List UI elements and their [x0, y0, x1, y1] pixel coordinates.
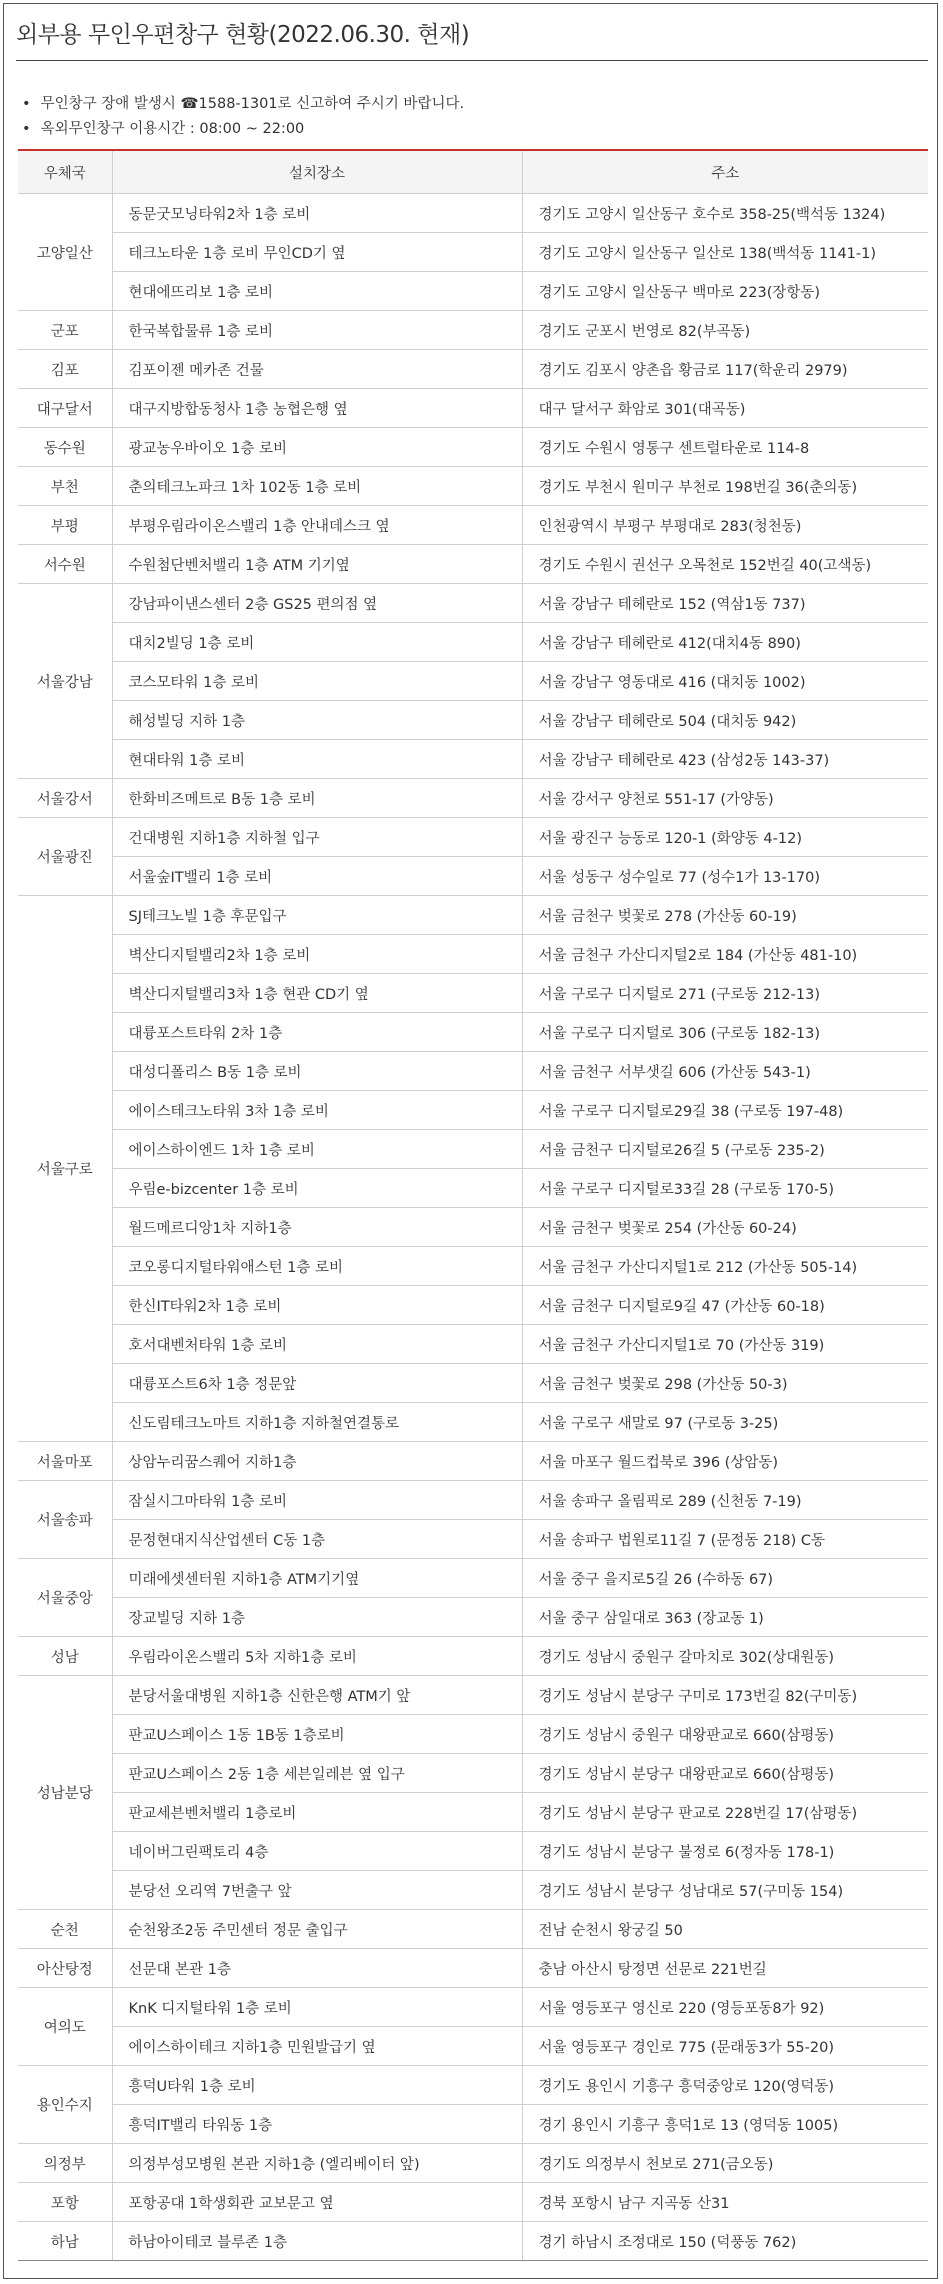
address-cell: 서울 강남구 테헤란로 504 (대치동 942) [522, 701, 928, 740]
table-row [18, 2066, 928, 2105]
location-cell: 김포이젠 메카존 건물 [112, 350, 522, 389]
location-cell: 미래에셋센터원 지하1층 ATM기기옆 [112, 1559, 522, 1598]
location-cell: 한신IT타워2차 1층 로비 [112, 1286, 522, 1325]
table-row [18, 1988, 928, 2027]
office-cell: 서울송파 [18, 1481, 112, 1559]
address-cell: 대구 달서구 화암로 301(대곡동) [522, 389, 928, 428]
address-cell: 서울 구로구 디지털로 306 (구로동 182-13) [522, 1013, 928, 1052]
table-row [18, 1286, 928, 1325]
address-cell: 서울 구로구 디지털로29길 38 (구로동 197-48) [522, 1091, 928, 1130]
location-cell: 하남아이테코 블루존 1층 [112, 2222, 522, 2261]
table-row [18, 194, 928, 233]
location-cell: 네이버그린팩토리 4층 [112, 1832, 522, 1871]
table-row [18, 1871, 928, 1910]
table-row [18, 1793, 928, 1832]
location-cell: 포항공대 1학생회관 교보문고 옆 [112, 2183, 522, 2222]
location-cell: 춘의테크노파크 1차 102동 1층 로비 [112, 467, 522, 506]
table-row [18, 2222, 928, 2261]
location-cell: 의정부성모병원 본관 지하1층 (엘리베이터 앞) [112, 2144, 522, 2183]
address-cell: 서울 마포구 월드컵북로 396 (상암동) [522, 1442, 928, 1481]
location-cell: 판교세븐벤처밸리 1층로비 [112, 1793, 522, 1832]
table-row [18, 1637, 928, 1676]
address-cell: 경기도 의정부시 천보로 271(금오동) [522, 2144, 928, 2183]
location-cell: 대륭포스트타워 2차 1층 [112, 1013, 522, 1052]
office-cell: 서수원 [18, 545, 112, 584]
address-cell: 서울 강서구 양천로 551-17 (가양동) [522, 779, 928, 818]
address-cell: 경기도 성남시 중원구 갈마치로 302(상대원동) [522, 1637, 928, 1676]
location-cell: 수원첨단벤처밸리 1층 ATM 기기옆 [112, 545, 522, 584]
table-row [18, 1676, 928, 1715]
title-divider [16, 60, 928, 61]
location-cell: 판교U스페이스 2동 1층 세븐일레븐 옆 입구 [112, 1754, 522, 1793]
table-row [18, 623, 928, 662]
table-row [18, 779, 928, 818]
address-cell: 경기도 용인시 기흥구 흥덕중앙로 120(영덕동) [522, 2066, 928, 2105]
location-cell: KnK 디지털타워 1층 로비 [112, 1988, 522, 2027]
notice-item: • 무인창구 장애 발생시 ☎1588-1301로 신고하여 주시기 바랍니다. [22, 92, 464, 117]
location-cell: 동문굿모닝타워2차 1층 로비 [112, 194, 522, 233]
address-cell: 경기도 부천시 원미구 부천로 198번길 36(춘의동) [522, 467, 928, 506]
table-row [18, 1481, 928, 1520]
location-cell: 판교U스페이스 1동 1B동 1층로비 [112, 1715, 522, 1754]
address-cell: 서울 강남구 영동대로 416 (대치동 1002) [522, 662, 928, 701]
address-cell: 경기도 고양시 일산동구 호수로 358-25(백석동 1324) [522, 194, 928, 233]
location-cell: 선문대 본관 1층 [112, 1949, 522, 1988]
address-cell: 경기 용인시 기흥구 흥덕1로 13 (영덕동 1005) [522, 2105, 928, 2144]
address-cell: 경기도 성남시 분당구 판교로 228번길 17(삼평동) [522, 1793, 928, 1832]
table-row [18, 974, 928, 1013]
address-cell: 서울 금천구 서부샛길 606 (가산동 543-1) [522, 1052, 928, 1091]
location-cell: 현대에뜨리보 1층 로비 [112, 272, 522, 311]
address-cell: 서울 금천구 가산디지털2로 184 (가산동 481-10) [522, 935, 928, 974]
table-row [18, 935, 928, 974]
table-row [18, 2183, 928, 2222]
location-cell: 한국복합물류 1층 로비 [112, 311, 522, 350]
address-cell: 서울 금천구 가산디지털1로 212 (가산동 505-14) [522, 1247, 928, 1286]
table-row [18, 1949, 928, 1988]
office-cell: 성남 [18, 1637, 112, 1676]
office-cell: 아산탕정 [18, 1949, 112, 1988]
table-row [18, 857, 928, 896]
office-cell: 동수원 [18, 428, 112, 467]
header-address: 주소 [522, 151, 928, 194]
address-cell: 서울 구로구 디지털로 271 (구로동 212-13) [522, 974, 928, 1013]
table-row [18, 1832, 928, 1871]
page-title: 외부용 무인우편창구 현황(2022.06.30. 현재) [16, 22, 470, 48]
office-cell: 여의도 [18, 1988, 112, 2066]
table-row [18, 701, 928, 740]
header-office: 우체국 [18, 151, 112, 194]
office-cell: 서울마포 [18, 1442, 112, 1481]
address-cell: 경북 포항시 남구 지곡동 산31 [522, 2183, 928, 2222]
address-cell: 서울 강남구 테헤란로 423 (삼성2동 143-37) [522, 740, 928, 779]
office-cell: 김포 [18, 350, 112, 389]
table-row [18, 1325, 928, 1364]
address-cell: 경기도 성남시 분당구 성남대로 57(구미동 154) [522, 1871, 928, 1910]
table-row [18, 584, 928, 623]
location-cell: 장교빌딩 지하 1층 [112, 1598, 522, 1637]
office-cell: 부평 [18, 506, 112, 545]
location-cell: 코오롱디지털타워애스턴 1층 로비 [112, 1247, 522, 1286]
table-row [18, 1559, 928, 1598]
table-row [18, 740, 928, 779]
office-cell: 용인수지 [18, 2066, 112, 2144]
location-cell: 상암누리꿈스퀘어 지하1층 [112, 1442, 522, 1481]
location-cell: 분당서울대병원 지하1층 신한은행 ATM기 앞 [112, 1676, 522, 1715]
notice-list [22, 92, 464, 142]
location-cell: 테크노타운 1층 로비 무인CD기 옆 [112, 233, 522, 272]
location-cell: 우림라이온스밸리 5차 지하1층 로비 [112, 1637, 522, 1676]
address-cell: 서울 금천구 벚꽃로 278 (가산동 60-19) [522, 896, 928, 935]
table-row [18, 1247, 928, 1286]
address-cell: 서울 구로구 디지털로33길 28 (구로동 170-5) [522, 1169, 928, 1208]
notice-item: • 옥외무인창구 이용시간 : 08:00 ~ 22:00 [22, 117, 464, 142]
office-cell: 서울구로 [18, 896, 112, 1442]
table-row [18, 1130, 928, 1169]
table-row [18, 233, 928, 272]
table-row [18, 467, 928, 506]
office-cell: 대구달서 [18, 389, 112, 428]
table-row [18, 662, 928, 701]
location-cell: 문정현대지식산업센터 C동 1층 [112, 1520, 522, 1559]
office-cell: 부천 [18, 467, 112, 506]
location-cell: 대구지방합동청사 1층 농협은행 옆 [112, 389, 522, 428]
address-cell: 충남 아산시 탕정면 선문로 221번길 [522, 1949, 928, 1988]
address-cell: 전남 순천시 왕궁길 50 [522, 1910, 928, 1949]
address-cell: 서울 금천구 벚꽃로 254 (가산동 60-24) [522, 1208, 928, 1247]
table-row [18, 1403, 928, 1442]
office-cell: 순천 [18, 1910, 112, 1949]
table-row [18, 311, 928, 350]
location-cell: 건대병원 지하1층 지하철 입구 [112, 818, 522, 857]
location-cell: 벽산디지털밸리2차 1층 로비 [112, 935, 522, 974]
address-cell: 경기도 수원시 권선구 오목천로 152번길 40(고색동) [522, 545, 928, 584]
address-cell: 서울 영등포구 영신로 220 (영등포동8가 92) [522, 1988, 928, 2027]
address-cell: 경기도 고양시 일산동구 백마로 223(장항동) [522, 272, 928, 311]
table-row [18, 2027, 928, 2066]
table-header-row [18, 151, 928, 194]
table-row [18, 1715, 928, 1754]
location-cell: 흥덕U타워 1층 로비 [112, 2066, 522, 2105]
table-row [18, 389, 928, 428]
office-cell: 포항 [18, 2183, 112, 2222]
address-cell: 서울 영등포구 경인로 775 (문래동3가 55-20) [522, 2027, 928, 2066]
location-cell: 월드메르디앙1차 지하1층 [112, 1208, 522, 1247]
office-cell: 의정부 [18, 2144, 112, 2183]
address-cell: 서울 송파구 올림픽로 289 (신천동 7-19) [522, 1481, 928, 1520]
location-cell: 에이스테크노타워 3차 1층 로비 [112, 1091, 522, 1130]
location-cell: 에이스하이테크 지하1층 민원발급기 옆 [112, 2027, 522, 2066]
location-cell: 강남파이낸스센터 2층 GS25 편의점 옆 [112, 584, 522, 623]
location-cell: 해성빌딩 지하 1층 [112, 701, 522, 740]
office-cell: 서울강남 [18, 584, 112, 779]
address-cell: 서울 광진구 능동로 120-1 (화양동 4-12) [522, 818, 928, 857]
location-cell: 호서대벤처타워 1층 로비 [112, 1325, 522, 1364]
address-cell: 경기도 성남시 분당구 불정로 6(정자동 178-1) [522, 1832, 928, 1871]
table-row [18, 1091, 928, 1130]
table-row [18, 1364, 928, 1403]
location-cell: 부평우림라이온스밸리 1층 안내데스크 옆 [112, 506, 522, 545]
address-cell: 서울 구로구 새말로 97 (구로동 3-25) [522, 1403, 928, 1442]
page-frame [3, 3, 938, 2279]
table-body [18, 194, 928, 2261]
kiosk-table [18, 151, 928, 2261]
address-cell: 경기 하남시 조정대로 150 (덕풍동 762) [522, 2222, 928, 2261]
table-row [18, 428, 928, 467]
location-cell: 광교농우바이오 1층 로비 [112, 428, 522, 467]
table-row [18, 350, 928, 389]
address-cell: 서울 강남구 테헤란로 152 (역삼1동 737) [522, 584, 928, 623]
address-cell: 서울 중구 을지로5길 26 (수하동 67) [522, 1559, 928, 1598]
table-row [18, 2144, 928, 2183]
address-cell: 서울 중구 삼일대로 363 (장교동 1) [522, 1598, 928, 1637]
office-cell: 하남 [18, 2222, 112, 2261]
table-row [18, 1754, 928, 1793]
location-cell: 대성디폴리스 B동 1층 로비 [112, 1052, 522, 1091]
location-cell: 현대타워 1층 로비 [112, 740, 522, 779]
location-cell: SJ테크노빌 1층 후문입구 [112, 896, 522, 935]
office-cell: 서울중앙 [18, 1559, 112, 1637]
table-row [18, 1169, 928, 1208]
office-cell: 성남분당 [18, 1676, 112, 1910]
address-cell: 경기도 김포시 양촌읍 황금로 117(학운리 2979) [522, 350, 928, 389]
table-row [18, 506, 928, 545]
location-cell: 신도림테크노마트 지하1층 지하철연결통로 [112, 1403, 522, 1442]
table-row [18, 1052, 928, 1091]
address-cell: 서울 강남구 테헤란로 412(대치4동 890) [522, 623, 928, 662]
address-cell: 경기도 성남시 분당구 구미로 173번길 82(구미동) [522, 1676, 928, 1715]
address-cell: 경기도 성남시 분당구 대왕판교로 660(삼평동) [522, 1754, 928, 1793]
address-cell: 서울 송파구 법원로11길 7 (문정동 218) C동 [522, 1520, 928, 1559]
table-row [18, 1442, 928, 1481]
location-cell: 코스모타워 1층 로비 [112, 662, 522, 701]
location-cell: 서울숲IT밸리 1층 로비 [112, 857, 522, 896]
table-row [18, 818, 928, 857]
table-row [18, 1520, 928, 1559]
address-cell: 경기도 고양시 일산동구 일산로 138(백석동 1141-1) [522, 233, 928, 272]
location-cell: 순천왕조2동 주민센터 정문 출입구 [112, 1910, 522, 1949]
table-row [18, 545, 928, 584]
location-cell: 분당선 오리역 7번출구 앞 [112, 1871, 522, 1910]
table-row [18, 1598, 928, 1637]
address-cell: 서울 성동구 성수일로 77 (성수1가 13-170) [522, 857, 928, 896]
address-cell: 인천광역시 부평구 부평대로 283(청천동) [522, 506, 928, 545]
office-cell: 군포 [18, 311, 112, 350]
location-cell: 우림e-bizcenter 1층 로비 [112, 1169, 522, 1208]
office-cell: 고양일산 [18, 194, 112, 311]
address-cell: 서울 금천구 디지털로9길 47 (가산동 60-18) [522, 1286, 928, 1325]
location-cell: 흥덕IT밸리 타워동 1층 [112, 2105, 522, 2144]
location-cell: 잠실시그마타워 1층 로비 [112, 1481, 522, 1520]
table-row [18, 272, 928, 311]
table-row [18, 1013, 928, 1052]
header-location: 설치장소 [112, 151, 522, 194]
table-row [18, 2105, 928, 2144]
location-cell: 대치2빌딩 1층 로비 [112, 623, 522, 662]
office-cell: 서울광진 [18, 818, 112, 896]
location-cell: 한화비즈메트로 B동 1층 로비 [112, 779, 522, 818]
address-cell: 경기도 수원시 영통구 센트럴타운로 114-8 [522, 428, 928, 467]
address-cell: 서울 금천구 벚꽃로 298 (가산동 50-3) [522, 1364, 928, 1403]
address-cell: 경기도 성남시 중원구 대왕판교로 660(삼평동) [522, 1715, 928, 1754]
office-cell: 서울강서 [18, 779, 112, 818]
location-cell: 에이스하이엔드 1차 1층 로비 [112, 1130, 522, 1169]
table-row [18, 896, 928, 935]
table-row [18, 1910, 928, 1949]
address-cell: 서울 금천구 가산디지털1로 70 (가산동 319) [522, 1325, 928, 1364]
location-cell: 대륭포스트6차 1층 정문앞 [112, 1364, 522, 1403]
address-cell: 경기도 군포시 번영로 82(부곡동) [522, 311, 928, 350]
address-cell: 서울 금천구 디지털로26길 5 (구로동 235-2) [522, 1130, 928, 1169]
table-row [18, 1208, 928, 1247]
location-cell: 벽산디지털밸리3차 1층 현관 CD기 옆 [112, 974, 522, 1013]
